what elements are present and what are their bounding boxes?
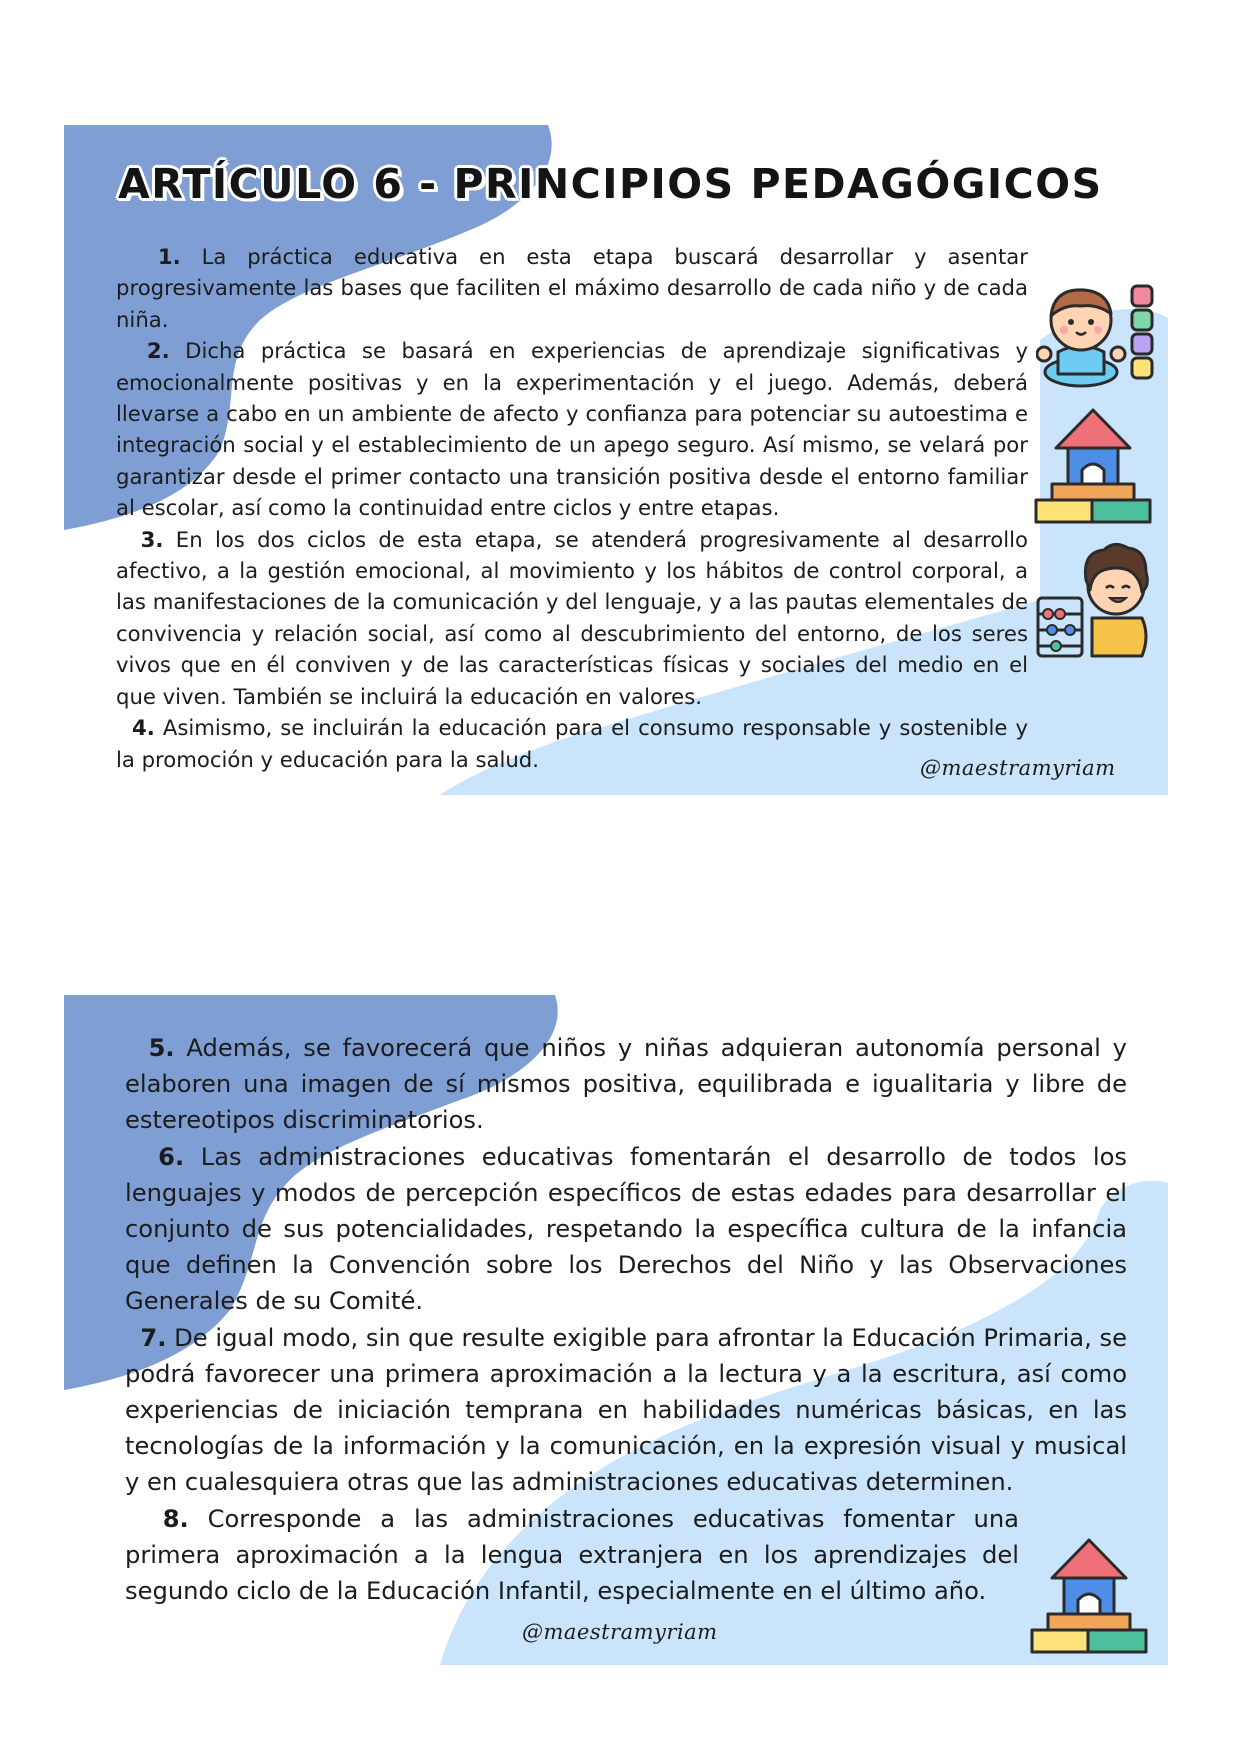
principle-item: [116, 712, 1028, 775]
item-text: En los dos ciclos de esta etapa, se atenderá progresivamente al desarrollo afectivo, a la gestión emocional, al movimiento y los hábitos de control corporal, a las manifestaciones de la comunicación y del lenguaje, y a las pautas elementales de convivencia y relación social, así como al descubrimiento del entorno, de los seres vivos que en él conviven y de las características físicas y sociales del medio en el que viven. También se incluirá la educación en valores.: [116, 526, 1028, 709]
item-number: 1.: [157, 244, 181, 269]
item-text: La práctica educativa en esta etapa buscará desarrollar y asentar progresivamente las bases que faciliten el máximo desarrollo de cada niño y de cada niña.: [116, 244, 1028, 332]
item-number: 3.: [140, 526, 164, 552]
principle-item: [125, 1320, 1127, 1501]
principle-item: [125, 1030, 1127, 1139]
item-text: Asimismo, se incluirán la educación para el consumo responsable y sostenible y la promoción y educación para la salud.: [116, 715, 1028, 772]
principles-card-2: [125, 1030, 1127, 1609]
principle-item: [116, 335, 1028, 523]
item-number: 7.: [140, 1323, 167, 1352]
baby-with-blocks-icon: [1036, 282, 1156, 392]
item-text: Dicha práctica se basará en experiencias de aprendizaje significativas y emocionalmente positivas y en la experimentación y el juego. Además, deberá llevarse a cabo en un ambiente de afecto y confianza para potenciar su autoestima e integración social y el establecimiento de un apego seguro. Así mismo, se velará por garantizar desde el primer contacto una transición positiva desde el entorno familiar al escolar, así como la continuidad entre ciclos y entre etapas.: [116, 338, 1028, 521]
item-text: Además, se favorecerá que niños y niñas adquieran autonomía personal y elaboren una imagen de sí mismos positiva, equilibrada e igualitaria y libre de estereotipos discriminatorios.: [125, 1034, 1127, 1135]
item-text: Corresponde a las administraciones educativas fomentar una primera aproximación a la lengua extranjera en los aprendizajes del segundo ciclo de la Educación Infantil, especialmente en el último año.: [125, 1504, 1019, 1606]
page-title: ARTÍCULO 6 - PRINCIPIOS PEDAGÓGICOS: [118, 160, 1103, 208]
item-number: 6.: [158, 1142, 185, 1171]
principle-item: [116, 241, 1028, 335]
item-number: 4.: [132, 715, 155, 741]
item-number: 5.: [148, 1034, 175, 1062]
item-text: Las administraciones educativas fomentarán el desarrollo de todos los lenguajes y modos de percepción específicos de estas edades para desarrollar el conjunto de sus potencialidades, respetando la específica cultura de la infancia que definen la Convención sobre los Derechos del Niño y las Observaciones Generales de su Comité.: [125, 1142, 1127, 1316]
toy-house-blocks-icon: [1032, 404, 1154, 526]
child-with-abacus-icon: [1030, 536, 1158, 664]
principle-item: [125, 1139, 1127, 1320]
item-text: De igual modo, sin que resulte exigible para afrontar la Educación Primaria, se podrá favorecer una primera aproximación a la lectura y a la escritura, así como experiencias de iniciación temprana en habilidades numéricas básicas, en las tecnologías de la información y la comunicación, en la expresión visual y musical y en cualesquiera otras que las administraciones educativas determinen.: [125, 1323, 1127, 1497]
toy-house-blocks-icon: [1028, 1534, 1150, 1656]
author-signature: @maestramyriam: [920, 756, 1116, 780]
principles-card-1: [116, 241, 1028, 775]
item-number: 8.: [162, 1504, 189, 1533]
author-signature: @maestramyriam: [522, 1620, 718, 1644]
item-number: 2.: [146, 338, 170, 364]
principle-item: [125, 1501, 1127, 1610]
principle-item: [116, 524, 1028, 712]
